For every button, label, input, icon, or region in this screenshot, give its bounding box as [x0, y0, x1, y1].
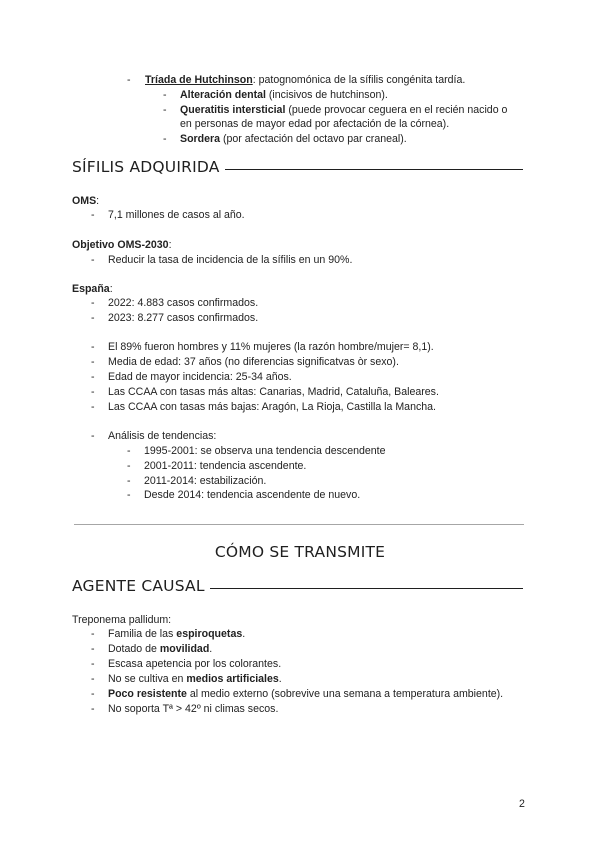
item-text: Dotado de	[108, 643, 160, 655]
bullet-dash: -	[91, 673, 95, 685]
bullet-dash: -	[127, 489, 131, 501]
objetivo-label-line: Objetivo OMS-2030:	[72, 239, 172, 251]
section-title-como-se-transmite: CÓMO SE TRANSMITE	[214, 543, 386, 561]
agente-item	[108, 643, 212, 656]
tendencias-label: Análisis de tendencias:	[108, 430, 217, 442]
bullet-dash: -	[91, 297, 95, 309]
tendencia-item: 1995-2001: se observa una tendencia descendente	[144, 445, 386, 457]
item-text: (por afectación del octavo par craneal).	[220, 133, 407, 145]
section-title-agente-causal: AGENTE CAUSAL	[72, 577, 205, 595]
item-text: (puede provocar ceguera en el recién nacido o	[285, 104, 508, 116]
item-text: .	[209, 643, 213, 655]
espana-item: 2022: 4.883 casos confirmados.	[108, 297, 259, 309]
agente-item	[108, 688, 503, 701]
page-number: 2	[519, 798, 525, 810]
bullet-dash: -	[163, 89, 167, 101]
espana-item: 2023: 8.277 casos confirmados.	[108, 312, 259, 324]
bullet-dash: -	[91, 386, 95, 398]
bullet-dash: -	[91, 312, 95, 324]
oms-label-line: OMS:	[72, 195, 100, 207]
heading-rule	[225, 169, 523, 170]
agente-item	[108, 628, 245, 641]
agente-item	[108, 703, 278, 716]
objetivo-label: Objetivo OMS-2030	[72, 239, 169, 251]
espana-label: España	[72, 283, 110, 295]
objetivo-item: Reducir la tasa de incidencia de la sífilis en un 90%.	[108, 254, 353, 266]
bullet-dash: -	[163, 133, 167, 145]
espana-item: El 89% fueron hombres y 11% mujeres (la razón hombre/mujer= 8,1).	[108, 341, 434, 353]
espana-item: Las CCAA con tasas más bajas: Aragón, La Rioja, Castilla la Mancha.	[108, 401, 436, 413]
bullet-dash: -	[127, 445, 131, 457]
bullet-dash: -	[91, 688, 95, 700]
item-text: al medio externo (sobrevive una semana a temperatura ambiente).	[186, 688, 504, 700]
espana-item: Las CCAA con tasas más altas: Canarias, Madrid, Cataluña, Baleares.	[108, 386, 439, 398]
bullet-dash: -	[163, 104, 167, 116]
item-bold: Queratitis intersticial	[180, 104, 286, 116]
hutchinson-item	[180, 133, 407, 146]
bullet-dash: -	[91, 628, 95, 640]
espana-item: Edad de mayor incidencia: 25-34 años.	[108, 371, 292, 383]
agente-item	[108, 658, 281, 671]
bullet-dash: -	[91, 341, 95, 353]
tendencia-item: 2011-2014: estabilización.	[144, 475, 267, 487]
oms-item: 7,1 millones de casos al año.	[108, 209, 245, 221]
bullet-dash: -	[91, 643, 95, 655]
item-text: No soporta Tª > 42º ni climas secos.	[108, 703, 279, 715]
item-text: No se cultiva en	[108, 673, 187, 685]
bullet-dash: -	[91, 371, 95, 383]
agente-item	[108, 673, 282, 686]
item-bold: Poco resistente	[108, 688, 187, 700]
hutchinson-desc: : patognomónica de la sífilis congénita tardía.	[252, 74, 466, 86]
hutchinson-item-cont: en personas de mayor edad por afectación de la córnea).	[180, 118, 450, 130]
hutchinson-term: Tríada de Hutchinson	[145, 74, 253, 86]
bullet-dash: -	[91, 209, 95, 221]
section-divider	[74, 524, 524, 525]
hutchinson-item	[180, 104, 507, 117]
item-bold: medios artificiales	[186, 673, 279, 685]
espana-label-line: España:	[72, 283, 113, 295]
item-text: .	[242, 628, 246, 640]
section-title-sifilis-adquirida: SÍFILIS ADQUIRIDA	[72, 158, 220, 176]
agente-intro: Treponema pallidum:	[72, 614, 172, 626]
hutchinson-item	[180, 89, 388, 102]
item-bold: Alteración dental	[180, 89, 266, 101]
item-bold: espiroquetas	[176, 628, 243, 640]
bullet-dash: -	[127, 475, 131, 487]
bullet-dash: -	[91, 703, 95, 715]
item-text: Familia de las	[108, 628, 177, 640]
espana-item: Media de edad: 37 años (no diferencias significatvas òr sexo).	[108, 356, 399, 368]
bullet-dash: -	[91, 254, 95, 266]
item-text: Escasa apetencia por los colorantes.	[108, 658, 282, 670]
tendencia-item: 2001-2011: tendencia ascendente.	[144, 460, 307, 472]
bullet-dash: -	[91, 658, 95, 670]
item-bold: Sordera	[180, 133, 221, 145]
bullet-dash: -	[91, 356, 95, 368]
item-text: .	[278, 673, 282, 685]
item-bold: movilidad	[159, 643, 210, 655]
bullet-dash: -	[91, 430, 95, 442]
item-text: (incisivos de hutchinson).	[265, 89, 388, 101]
oms-label: OMS	[72, 195, 97, 207]
bullet-dash: -	[91, 401, 95, 413]
bullet-dash: -	[127, 74, 131, 86]
hutchinson-line	[145, 74, 465, 87]
heading-rule	[210, 588, 523, 589]
bullet-dash: -	[127, 460, 131, 472]
tendencia-item: Desde 2014: tendencia ascendente de nuevo.	[144, 489, 361, 501]
